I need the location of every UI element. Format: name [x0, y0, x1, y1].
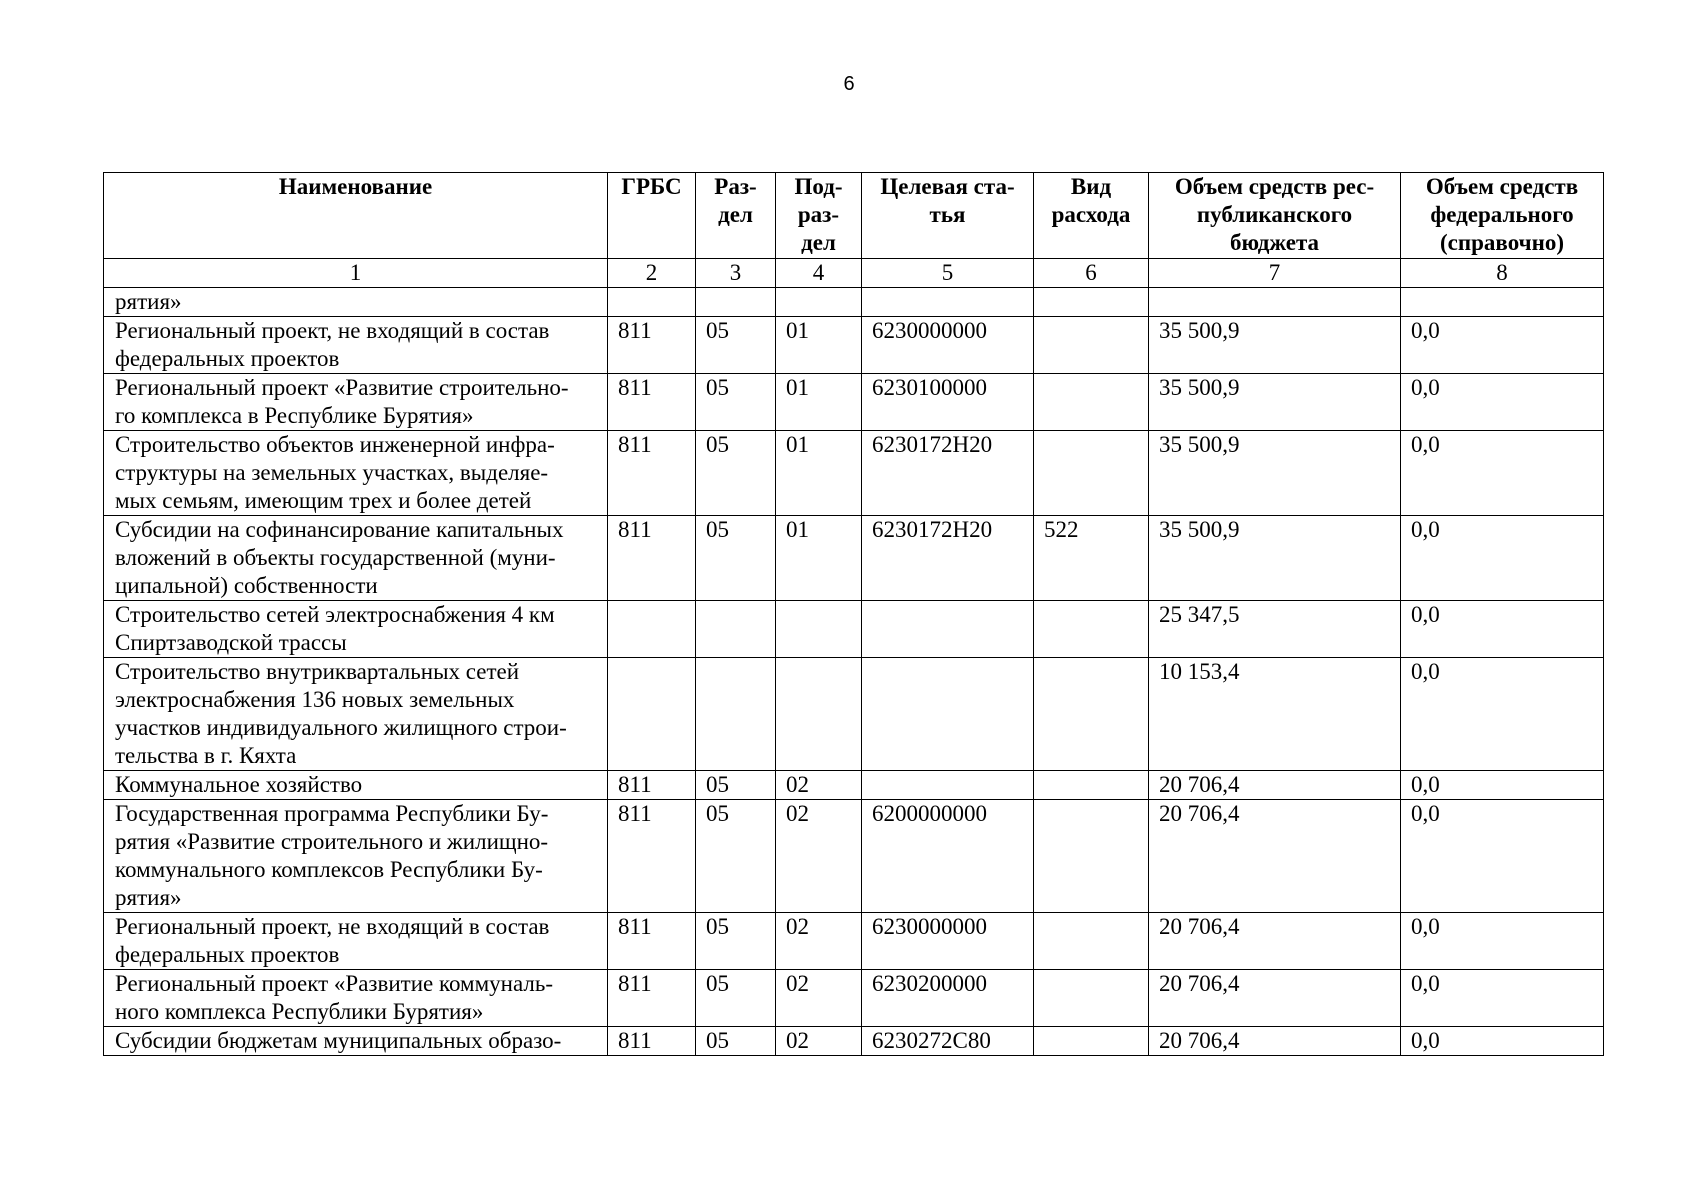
row-subsection: 02: [776, 800, 862, 913]
column-number: 6: [1034, 259, 1149, 288]
row-grbs: [608, 658, 696, 771]
row-section: 05: [696, 913, 776, 970]
row-subsection: 02: [776, 1027, 862, 1056]
row-republican-amount: 35 500,9: [1149, 374, 1401, 431]
row-target-item: [862, 771, 1034, 800]
row-federal-amount: 0,0: [1401, 771, 1604, 800]
column-header-republican-budget: Объем средств рес- публиканского бюджета: [1149, 173, 1401, 259]
row-target-item: 6230100000: [862, 374, 1034, 431]
table-row: [104, 970, 1604, 1027]
row-subsection: [776, 288, 862, 317]
row-republican-amount: 35 500,9: [1149, 516, 1401, 601]
table-row: [104, 431, 1604, 516]
row-federal-amount: 0,0: [1401, 317, 1604, 374]
row-republican-amount: 20 706,4: [1149, 800, 1401, 913]
row-expense-type: [1034, 317, 1149, 374]
column-number: 3: [696, 259, 776, 288]
table-body: [104, 288, 1604, 1056]
row-name: Строительство сетей электроснабжения 4 км Спиртзаводской трассы: [104, 601, 608, 658]
row-subsection: 01: [776, 374, 862, 431]
row-target-item: 6230272С80: [862, 1027, 1034, 1056]
row-subsection: 01: [776, 431, 862, 516]
row-federal-amount: 0,0: [1401, 800, 1604, 913]
row-federal-amount: 0,0: [1401, 1027, 1604, 1056]
row-grbs: 811: [608, 516, 696, 601]
row-name: Региональный проект «Развитие коммуналь- ного комплекса Республики Бурятия»: [104, 970, 608, 1027]
row-federal-amount: [1401, 288, 1604, 317]
row-name: Субсидии на софинансирование капитальных вложений в объекты государственной (муни- ципальной) собственности: [104, 516, 608, 601]
page-number: 6: [843, 73, 855, 95]
row-republican-amount: 20 706,4: [1149, 1027, 1401, 1056]
row-expense-type: [1034, 800, 1149, 913]
row-republican-amount: 35 500,9: [1149, 431, 1401, 516]
row-section: [696, 288, 776, 317]
row-target-item: 6230200000: [862, 970, 1034, 1027]
row-name: Государственная программа Республики Бу- рятия «Развитие строительного и жилищно- коммунального комплексов Республики Бу- рятия»: [104, 800, 608, 913]
column-number: 2: [608, 259, 696, 288]
row-subsection: 02: [776, 970, 862, 1027]
row-republican-amount: 10 153,4: [1149, 658, 1401, 771]
row-target-item: 6200000000: [862, 800, 1034, 913]
row-subsection: 01: [776, 516, 862, 601]
row-republican-amount: 20 706,4: [1149, 970, 1401, 1027]
table-row: [104, 771, 1604, 800]
table-row: [104, 288, 1604, 317]
row-federal-amount: 0,0: [1401, 516, 1604, 601]
row-target-item: 6230172Н20: [862, 431, 1034, 516]
table-row: [104, 1027, 1604, 1056]
row-expense-type: [1034, 288, 1149, 317]
row-name: Субсидии бюджетам муниципальных образо-: [104, 1027, 608, 1056]
row-expense-type: [1034, 658, 1149, 771]
row-target-item: 6230000000: [862, 913, 1034, 970]
row-subsection: 02: [776, 771, 862, 800]
row-republican-amount: 20 706,4: [1149, 913, 1401, 970]
row-federal-amount: 0,0: [1401, 431, 1604, 516]
row-section: 05: [696, 374, 776, 431]
row-name: Региональный проект «Развитие строительно- го комплекса в Республике Бурятия»: [104, 374, 608, 431]
row-section: 05: [696, 516, 776, 601]
row-section: [696, 601, 776, 658]
table-row: [104, 516, 1604, 601]
column-number: 7: [1149, 259, 1401, 288]
row-republican-amount: 20 706,4: [1149, 771, 1401, 800]
row-section: 05: [696, 800, 776, 913]
row-grbs: 811: [608, 431, 696, 516]
row-federal-amount: 0,0: [1401, 970, 1604, 1027]
row-grbs: [608, 288, 696, 317]
column-numbers-row: [104, 259, 1604, 288]
row-subsection: 02: [776, 913, 862, 970]
row-expense-type: 522: [1034, 516, 1149, 601]
table-row: [104, 658, 1604, 771]
row-subsection: 01: [776, 317, 862, 374]
row-target-item: [862, 288, 1034, 317]
row-name: Региональный проект, не входящий в состав федеральных проектов: [104, 317, 608, 374]
row-section: 05: [696, 970, 776, 1027]
row-republican-amount: [1149, 288, 1401, 317]
column-number: 1: [104, 259, 608, 288]
row-grbs: [608, 601, 696, 658]
row-federal-amount: 0,0: [1401, 601, 1604, 658]
column-header-subsection: Под- раз- дел: [776, 173, 862, 259]
table-row: [104, 800, 1604, 913]
row-target-item: 6230000000: [862, 317, 1034, 374]
row-section: 05: [696, 1027, 776, 1056]
row-subsection: [776, 601, 862, 658]
row-expense-type: [1034, 913, 1149, 970]
row-target-item: [862, 601, 1034, 658]
row-expense-type: [1034, 970, 1149, 1027]
row-name: Коммунальное хозяйство: [104, 771, 608, 800]
row-section: [696, 658, 776, 771]
column-number: 5: [862, 259, 1034, 288]
column-header-federal-budget: Объем средств федерального (справочно): [1401, 173, 1604, 259]
row-section: 05: [696, 317, 776, 374]
column-header-expense-type: Вид расхода: [1034, 173, 1149, 259]
row-expense-type: [1034, 601, 1149, 658]
row-grbs: 811: [608, 913, 696, 970]
row-grbs: 811: [608, 1027, 696, 1056]
row-section: 05: [696, 771, 776, 800]
row-target-item: [862, 658, 1034, 771]
column-number: 8: [1401, 259, 1604, 288]
budget-table: [103, 172, 1604, 1056]
row-name: рятия»: [104, 288, 608, 317]
row-grbs: 811: [608, 970, 696, 1027]
row-grbs: 811: [608, 771, 696, 800]
row-republican-amount: 35 500,9: [1149, 317, 1401, 374]
row-name: Строительство объектов инженерной инфра- структуры на земельных участках, выделяе- мых семьям, имеющим трех и более детей: [104, 431, 608, 516]
row-federal-amount: 0,0: [1401, 658, 1604, 771]
row-section: 05: [696, 431, 776, 516]
column-header-section: Раз- дел: [696, 173, 776, 259]
row-grbs: 811: [608, 317, 696, 374]
row-federal-amount: 0,0: [1401, 374, 1604, 431]
row-target-item: 6230172Н20: [862, 516, 1034, 601]
row-republican-amount: 25 347,5: [1149, 601, 1401, 658]
row-expense-type: [1034, 1027, 1149, 1056]
table-row: [104, 374, 1604, 431]
row-subsection: [776, 658, 862, 771]
row-grbs: 811: [608, 800, 696, 913]
row-grbs: 811: [608, 374, 696, 431]
table-header-row: [104, 173, 1604, 259]
table-row: [104, 913, 1604, 970]
table-row: [104, 317, 1604, 374]
row-expense-type: [1034, 431, 1149, 516]
table-row: [104, 601, 1604, 658]
column-header-name: Наименование: [104, 173, 608, 259]
column-header-grbs: ГРБС: [608, 173, 696, 259]
row-name: Строительство внутриквартальных сетей электроснабжения 136 новых земельных участков индивидуального жилищного строи- тельства в г. Кяхта: [104, 658, 608, 771]
column-header-target-item: Целевая ста- тья: [862, 173, 1034, 259]
row-federal-amount: 0,0: [1401, 913, 1604, 970]
row-name: Региональный проект, не входящий в состав федеральных проектов: [104, 913, 608, 970]
row-expense-type: [1034, 771, 1149, 800]
row-expense-type: [1034, 374, 1149, 431]
column-number: 4: [776, 259, 862, 288]
